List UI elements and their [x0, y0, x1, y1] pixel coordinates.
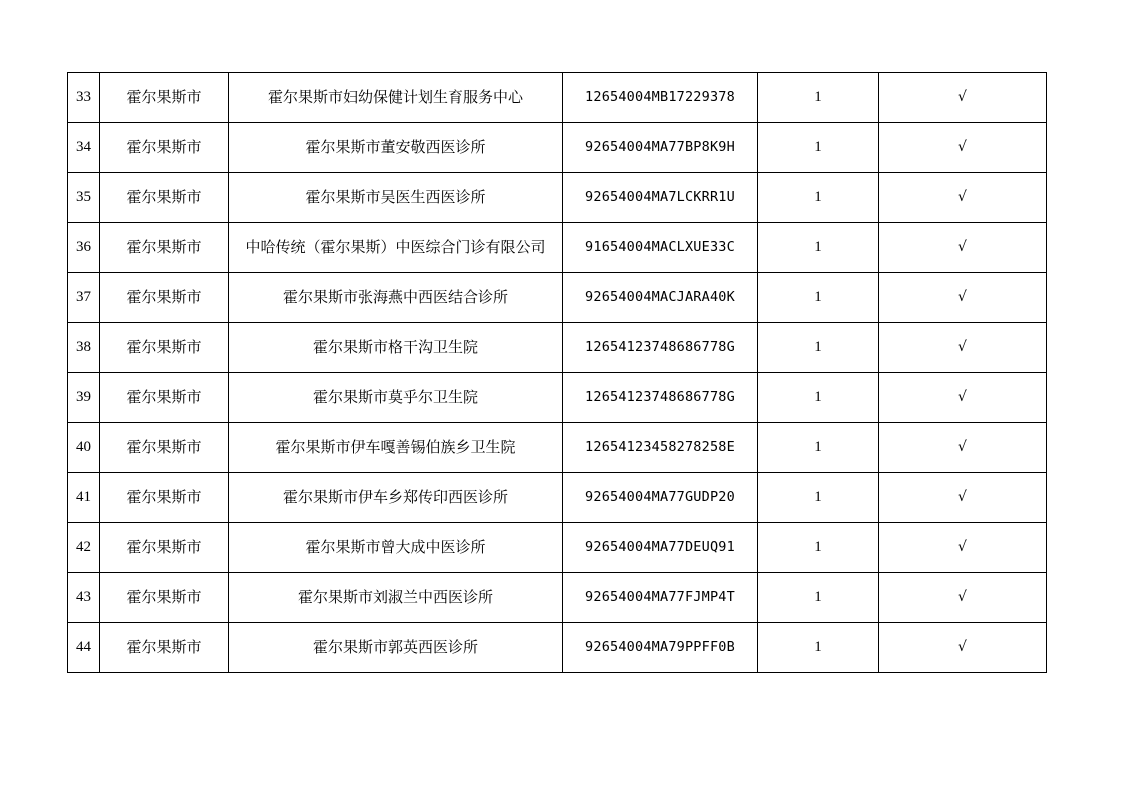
count-cell: 1: [758, 323, 879, 373]
count-cell: 1: [758, 423, 879, 473]
city-cell: 霍尔果斯市: [100, 573, 229, 623]
table-row: [68, 423, 1047, 473]
credit-code-cell: 92654004MA7LCKRR1U: [563, 173, 758, 223]
row-number-cell: 33: [68, 73, 100, 123]
count-cell: 1: [758, 573, 879, 623]
row-number-cell: 35: [68, 173, 100, 223]
check-mark-cell: √: [879, 573, 1047, 623]
credit-code-cell: 12654123748686778G: [563, 373, 758, 423]
table-row: [68, 223, 1047, 273]
institution-name-cell: 霍尔果斯市伊车乡郑传印西医诊所: [229, 473, 563, 523]
city-cell: 霍尔果斯市: [100, 273, 229, 323]
credit-code-cell: 92654004MA77BP8K9H: [563, 123, 758, 173]
check-mark-cell: √: [879, 73, 1047, 123]
check-mark-cell: √: [879, 323, 1047, 373]
credit-code-cell: 92654004MA77DEUQ91: [563, 523, 758, 573]
institution-name-cell: 霍尔果斯市董安敬西医诊所: [229, 123, 563, 173]
table-row: [68, 623, 1047, 673]
credit-code-cell: 92654004MA77GUDP20: [563, 473, 758, 523]
table-row: [68, 573, 1047, 623]
city-cell: 霍尔果斯市: [100, 173, 229, 223]
institution-name-cell: 霍尔果斯市伊车嘎善锡伯族乡卫生院: [229, 423, 563, 473]
table-row: [68, 523, 1047, 573]
table-row: [68, 473, 1047, 523]
count-cell: 1: [758, 523, 879, 573]
city-cell: 霍尔果斯市: [100, 73, 229, 123]
institution-name-cell: 中哈传统（霍尔果斯）中医综合门诊有限公司: [229, 223, 563, 273]
credit-code-cell: 12654123748686778G: [563, 323, 758, 373]
credit-code-cell: 92654004MA79PPFF0B: [563, 623, 758, 673]
row-number-cell: 37: [68, 273, 100, 323]
count-cell: 1: [758, 473, 879, 523]
count-cell: 1: [758, 623, 879, 673]
row-number-cell: 44: [68, 623, 100, 673]
city-cell: 霍尔果斯市: [100, 123, 229, 173]
institution-name-cell: 霍尔果斯市郭英西医诊所: [229, 623, 563, 673]
check-mark-cell: √: [879, 373, 1047, 423]
credit-code-cell: 91654004MACLXUE33C: [563, 223, 758, 273]
count-cell: 1: [758, 123, 879, 173]
credit-code-cell: 92654004MACJARA40K: [563, 273, 758, 323]
institution-table: [67, 72, 1047, 673]
row-number-cell: 42: [68, 523, 100, 573]
credit-code-cell: 12654004MB17229378: [563, 73, 758, 123]
count-cell: 1: [758, 73, 879, 123]
city-cell: 霍尔果斯市: [100, 223, 229, 273]
table-row: [68, 323, 1047, 373]
table-row: [68, 273, 1047, 323]
row-number-cell: 38: [68, 323, 100, 373]
row-number-cell: 36: [68, 223, 100, 273]
institution-name-cell: 霍尔果斯市吴医生西医诊所: [229, 173, 563, 223]
institution-name-cell: 霍尔果斯市张海燕中西医结合诊所: [229, 273, 563, 323]
credit-code-cell: 92654004MA77FJMP4T: [563, 573, 758, 623]
row-number-cell: 34: [68, 123, 100, 173]
city-cell: 霍尔果斯市: [100, 523, 229, 573]
institution-name-cell: 霍尔果斯市格干沟卫生院: [229, 323, 563, 373]
institution-name-cell: 霍尔果斯市曾大成中医诊所: [229, 523, 563, 573]
city-cell: 霍尔果斯市: [100, 473, 229, 523]
table-row: [68, 173, 1047, 223]
check-mark-cell: √: [879, 273, 1047, 323]
check-mark-cell: √: [879, 623, 1047, 673]
check-mark-cell: √: [879, 173, 1047, 223]
city-cell: 霍尔果斯市: [100, 373, 229, 423]
check-mark-cell: √: [879, 473, 1047, 523]
institution-name-cell: 霍尔果斯市刘淑兰中西医诊所: [229, 573, 563, 623]
city-cell: 霍尔果斯市: [100, 423, 229, 473]
table-row: [68, 373, 1047, 423]
check-mark-cell: √: [879, 523, 1047, 573]
check-mark-cell: √: [879, 123, 1047, 173]
check-mark-cell: √: [879, 223, 1047, 273]
row-number-cell: 41: [68, 473, 100, 523]
row-number-cell: 39: [68, 373, 100, 423]
table-row: [68, 123, 1047, 173]
table-row: [68, 73, 1047, 123]
count-cell: 1: [758, 373, 879, 423]
table-body: [68, 73, 1047, 673]
city-cell: 霍尔果斯市: [100, 323, 229, 373]
count-cell: 1: [758, 173, 879, 223]
count-cell: 1: [758, 223, 879, 273]
count-cell: 1: [758, 273, 879, 323]
city-cell: 霍尔果斯市: [100, 623, 229, 673]
check-mark-cell: √: [879, 423, 1047, 473]
row-number-cell: 43: [68, 573, 100, 623]
row-number-cell: 40: [68, 423, 100, 473]
institution-name-cell: 霍尔果斯市莫乎尔卫生院: [229, 373, 563, 423]
institution-name-cell: 霍尔果斯市妇幼保健计划生育服务中心: [229, 73, 563, 123]
credit-code-cell: 12654123458278258E: [563, 423, 758, 473]
